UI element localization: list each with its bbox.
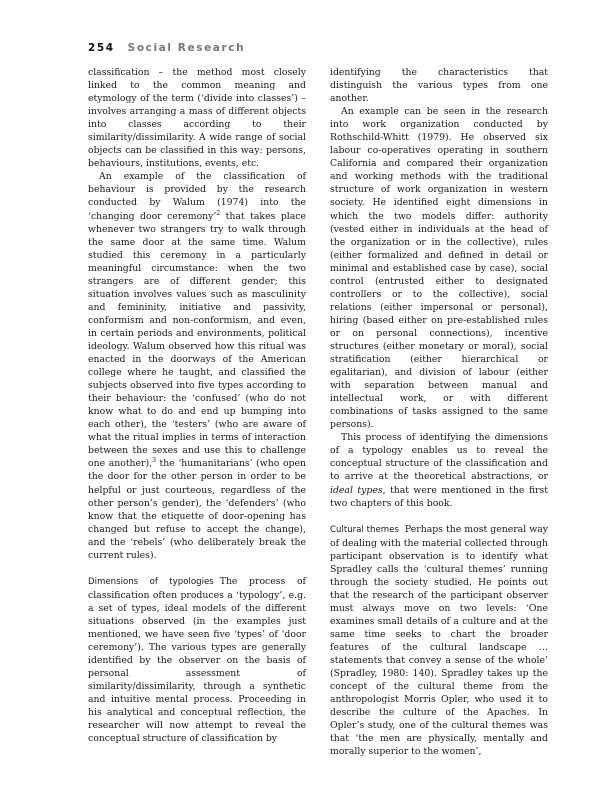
paragraph-cultural-themes <box>330 523 548 759</box>
running-head <box>88 42 245 54</box>
footnote-marker-2: 2 <box>216 209 221 217</box>
walum-text-b: that takes place whenever two strangers try to walk through the same door at the same time. Walum studied this ceremony in a particularly meaningful circumstance: when the two strangers are of different gender; this situation involves values such as masculinity and femininity, initiative and passivity, conformism and non-conformism, and even, in certain periods and environments, political ideology. Walum observed how this ritual was enacted in the doorways of the American college where he taught, and classified the subjects observed into five types according to their behaviour: the ‘confused’ (who do not know what to do and end up bumping into each other), the ‘testers’ (who are aware of what the ritual implies in terms of interaction between the sexes and use this to challenge one another), <box>88 210 306 470</box>
ideal-types-term: ideal types <box>330 484 383 496</box>
paragraph-distinguishing-types: identifying the characteristics that distinguish the various types from one another. <box>330 67 548 105</box>
right-column <box>330 66 548 758</box>
paragraph-walum-example <box>88 170 306 561</box>
left-column <box>88 66 306 745</box>
book-title: Social Research <box>127 42 246 54</box>
paragraph-ideal-types <box>330 431 548 509</box>
walum-text-a: An example of the classification of behaviour is provided by the research conducted by Walum (1974) into the ‘changing door ceremony’ <box>88 171 306 222</box>
section-heading-dimensions: Dimensions of typologies <box>88 576 214 587</box>
walum-text-c: the ‘humanitarians’ (who open the door for the other person in order to be helpful or just courteous, regardless of the other person’s gender), the ‘defenders’ (who know that the etiquette of door-opening has changed but refuse to accept the change), and the ‘rebels’ (who deliberately break the current rules). <box>88 458 306 561</box>
paragraph-rothschild-whitt: An example can be seen in the research into work organization conducted by Rothschild-Whitt (1979). He observed six labour co-operatives operating in southern California and compared their organization and working methods with the traditional structure of work organization in western society. He identified eight dimensions in which the two models differ: authority (vested either in individuals at the head of the organization or in the collective), rules (either formalized and defined in detail or minimal and established case by case), social control (entrusted either to designated controllers or to the collective), social relations (either impersonal or personal), hiring (based either on pre-established rules or on personal connections), incentive structures (either monetary or moral), social stratification (either hierarchical or egalitarian), and division of labour (either with separation between manual and intellectual work, or with different combinations of tasks assigned to the same persons). <box>330 106 548 431</box>
ideal-types-text-b: , that were mentioned in the first two chapters of this book. <box>330 484 548 509</box>
paragraph-classification: classification – the method most closely linked to the common meaning and etymology of the term (‘divide into classes’) – involves arranging a mass of different objects into classes according to their similarity/dissimilarity. A wide range of social objects can be classified in this way: persons, behaviours, institutions, events, etc. <box>88 67 306 170</box>
cultural-themes-body: Perhaps the most general way of dealing with the material collected through participant observation is to identify what Spradley calls the ‘cultural themes’ running through the society studied. He points out that the research of the participant observer must always move on two levels: ‘One examines small details of a culture and at the same time seeks to chart the broader features of the cultural landscape … statements that convey a sense of the whole’ (Spradley, 1980: 140). Spradley takes up the concept of the cultural theme from the anthropologist Morris Opler, who used it to describe the culture of the Apaches. In Opler’s study, one of the cultural themes was that ‘the men are physically, mentally and morally superior to the women’, <box>330 523 548 758</box>
footnote-marker-3: 3 <box>152 457 156 465</box>
page-number: 254 <box>88 42 115 54</box>
dimensions-body: The process of classification often produces a ‘typology’, e.g. a set of types, ideal models of the different situations observed (in the examples just mentioned, we have seen five ‘types’ of ‘door ceremony’). The various types are generally identified by the observer on the basis of personal assessment of similarity/dissimilarity, through a synthetic and intuitive mental process. Proceeding in his analytical and conceptual reflection, the researcher will now attempt to reveal the conceptual structure of classification by <box>88 575 306 745</box>
ideal-types-text-a: This process of identifying the dimensions of a typology enables us to reveal the conceptual structure of the classification and to arrive at the theoretical abstractions, or <box>330 432 548 483</box>
section-heading-cultural-themes: Cultural themes <box>330 524 399 535</box>
paragraph-dimensions-of-typologies <box>88 575 306 746</box>
